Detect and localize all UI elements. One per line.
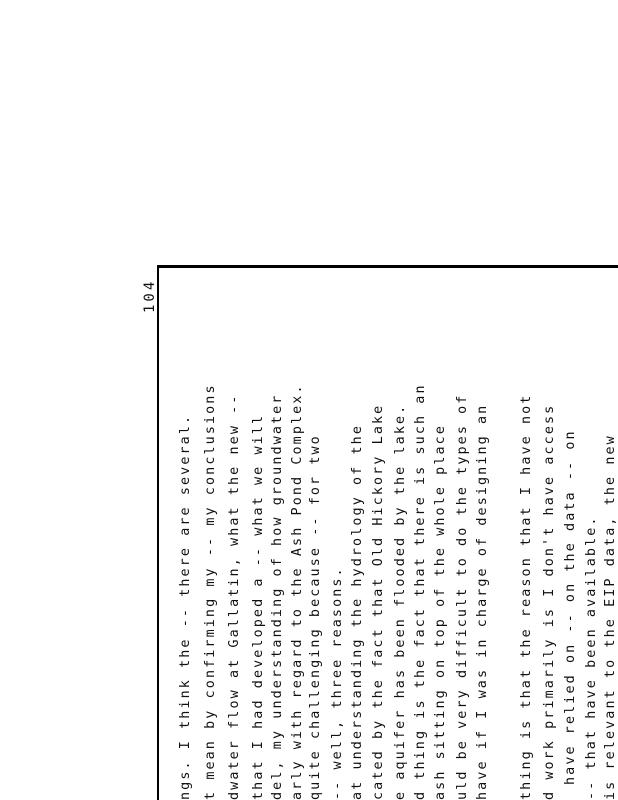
- transcript-line: quite challenging because -- for two: [308, 434, 323, 800]
- transcript-line: -- that have been available.: [584, 515, 599, 800]
- transcript-line: cated by the fact that Old Hickory Lake: [371, 403, 386, 800]
- transcript-line: t mean by confirming my -- my conclusions: [203, 383, 218, 800]
- transcript-line: arly with regard to the Ash Pond Complex.: [290, 383, 305, 800]
- transcript-line: thing is that the reason that I have not: [519, 393, 534, 800]
- transcript-line: ngs. I think the -- there are several.: [178, 413, 193, 800]
- transcript-line: have if I was in charge of designing an: [475, 403, 490, 800]
- transcript-line: that I had developed a -- what we will: [251, 413, 266, 800]
- transcript-line: have relied on -- on the data -- on: [563, 429, 578, 785]
- transcript-line: -- well, three reasons.: [330, 566, 345, 800]
- transcript-line: d thing is the fact that there is such an: [413, 383, 428, 800]
- transcript-line: del, my understanding of how groundwater: [270, 393, 285, 800]
- transcript-line: uld be very difficult to do the types of: [455, 393, 470, 800]
- transcript-line: is relevant to the EIP data, the new: [603, 434, 618, 800]
- transcript-line: d work primarily is I don't have access: [542, 403, 557, 800]
- transcript-line: at understanding the hydrology of the: [350, 424, 365, 800]
- transcript-line: dwater flow at Gallatin, what the new --: [227, 393, 242, 800]
- transcript-line: e aquifer has been flooded by the lake.: [393, 403, 408, 800]
- page-number: 104: [142, 278, 158, 313]
- transcript-line: ash sitting on top of the whole place: [433, 424, 448, 800]
